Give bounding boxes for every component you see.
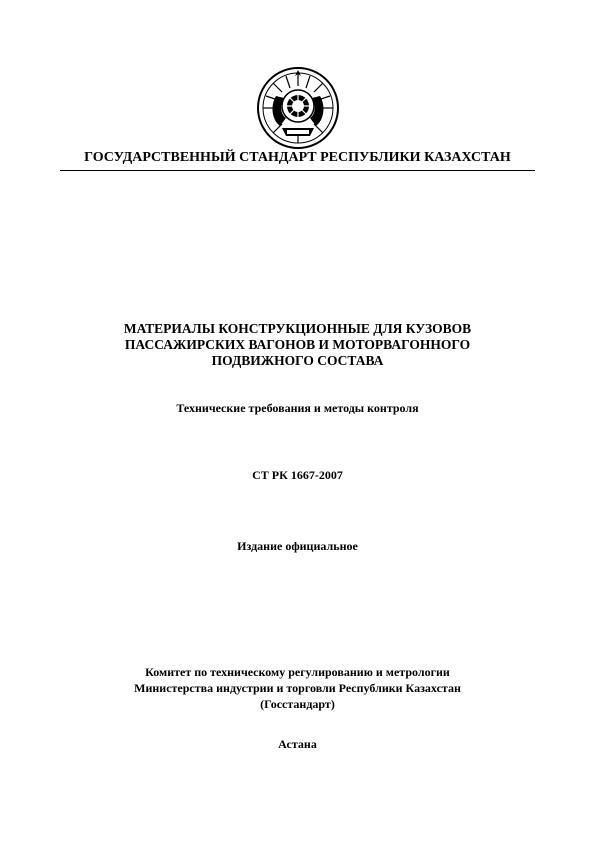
publisher-block <box>60 664 535 712</box>
document-title <box>60 321 535 369</box>
state-emblem-icon <box>256 66 340 150</box>
header-divider <box>60 170 535 171</box>
publisher-line: Министерства индустрии и торговли Республики Казахстан <box>134 681 461 695</box>
publisher-line: (Госстандарт) <box>260 697 335 711</box>
standard-header: ГОСУДАРСТВЕННЫЙ СТАНДАРТ РЕСПУБЛИКИ КАЗАХСТАН <box>84 150 511 165</box>
kazakhstan-emblem-graphic <box>256 66 340 150</box>
publisher-line: Комитет по техническому регулированию и метрологии <box>145 665 450 679</box>
standard-code: СТ РК 1667-2007 <box>252 468 343 482</box>
publication-city: Астана <box>278 737 317 751</box>
edition-label: Издание официальное <box>237 539 358 553</box>
document-subtitle: Технические требования и методы контроля <box>176 401 419 415</box>
document-title-line: МАТЕРИАЛЫ КОНСТРУКЦИОННЫЕ ДЛЯ КУЗОВОВ <box>123 321 472 336</box>
document-title-line: ПАССАЖИРСКИХ ВАГОНОВ И МОТОРВАГОННОГО <box>124 337 471 352</box>
document-title-line: ПОДВИЖНОГО СОСТАВА <box>211 353 384 368</box>
